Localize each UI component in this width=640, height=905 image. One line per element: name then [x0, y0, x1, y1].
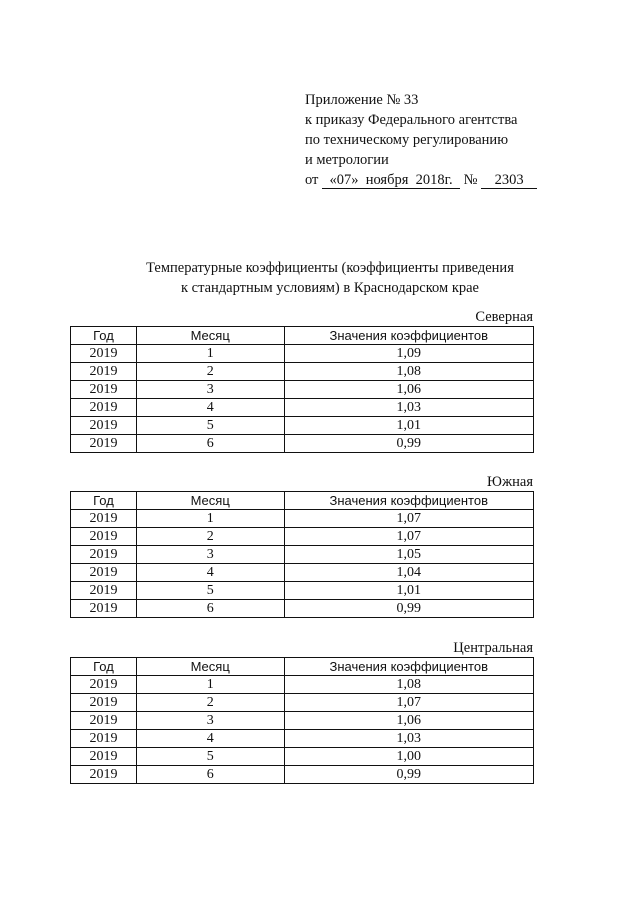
table-row: [71, 381, 534, 399]
region-label: Южная: [487, 474, 533, 490]
coefficients-table: [70, 491, 534, 618]
date-year: 2018г.: [415, 172, 453, 188]
cell-month: 4: [136, 564, 284, 582]
column-header-month: Месяц: [136, 327, 284, 345]
table-row: [71, 600, 534, 618]
cell-value: 1,06: [284, 712, 534, 730]
cell-month: 6: [136, 435, 284, 453]
cell-value: 0,99: [284, 600, 534, 618]
table-row: [71, 748, 534, 766]
cell-year: 2019: [71, 600, 137, 618]
table-row: [71, 510, 534, 528]
column-header-month: Месяц: [136, 492, 284, 510]
cell-year: 2019: [71, 694, 137, 712]
table-row: [71, 417, 534, 435]
cell-value: 1,06: [284, 381, 534, 399]
cell-year: 2019: [71, 510, 137, 528]
cell-year: 2019: [71, 546, 137, 564]
cell-value: 1,08: [284, 363, 534, 381]
table-row: [71, 564, 534, 582]
cell-year: 2019: [71, 730, 137, 748]
table-row: [71, 730, 534, 748]
order-date: [322, 172, 460, 189]
table-row: [71, 435, 534, 453]
cell-month: 3: [136, 381, 284, 399]
number-sign: №: [463, 172, 478, 188]
table-row: [71, 363, 534, 381]
cell-month: 5: [136, 582, 284, 600]
cell-month: 2: [136, 528, 284, 546]
order-reference-line: по техническому регулированию: [305, 132, 509, 148]
cell-month: 2: [136, 363, 284, 381]
cell-value: 1,07: [284, 528, 534, 546]
cell-year: 2019: [71, 712, 137, 730]
coefficients-table: [70, 657, 534, 784]
cell-value: 0,99: [284, 435, 534, 453]
column-header-year: Год: [71, 492, 137, 510]
cell-value: 1,03: [284, 399, 534, 417]
cell-year: 2019: [71, 748, 137, 766]
table-row: [71, 345, 534, 363]
cell-month: 4: [136, 730, 284, 748]
cell-month: 3: [136, 712, 284, 730]
cell-value: 1,04: [284, 564, 534, 582]
cell-value: 1,03: [284, 730, 534, 748]
column-header-year: Год: [71, 658, 137, 676]
table-header-row: [71, 492, 534, 510]
title-line: к стандартным условиям) в Краснодарском крае: [180, 280, 479, 296]
cell-month: 1: [136, 510, 284, 528]
table-row: [71, 676, 534, 694]
date-day: «07»: [329, 172, 359, 188]
table-header-row: [71, 327, 534, 345]
cell-month: 2: [136, 694, 284, 712]
cell-value: 1,07: [284, 510, 534, 528]
column-header-month: Месяц: [136, 658, 284, 676]
cell-month: 4: [136, 399, 284, 417]
column-header-value: Значения коэффициентов: [284, 492, 534, 510]
cell-year: 2019: [71, 564, 137, 582]
cell-month: 5: [136, 417, 284, 435]
cell-year: 2019: [71, 417, 137, 435]
cell-year: 2019: [71, 582, 137, 600]
cell-year: 2019: [71, 676, 137, 694]
date-month: ноября: [365, 172, 409, 188]
table-row: [71, 712, 534, 730]
column-header-value: Значения коэффициентов: [284, 327, 534, 345]
region-label: Центральная: [453, 640, 533, 656]
table-header-row: [71, 658, 534, 676]
cell-year: 2019: [71, 435, 137, 453]
cell-year: 2019: [71, 399, 137, 417]
order-reference-line: и метрологии: [305, 152, 389, 168]
coefficients-table: [70, 326, 534, 453]
order-date-line: [305, 170, 537, 190]
order-number: 2303: [481, 172, 537, 189]
order-reference-line: к приказу Федерального агентства: [305, 112, 518, 128]
table-row: [71, 582, 534, 600]
table-row: [71, 528, 534, 546]
document-title: [70, 258, 590, 298]
cell-month: 5: [136, 748, 284, 766]
column-header-year: Год: [71, 327, 137, 345]
cell-value: 0,99: [284, 766, 534, 784]
cell-year: 2019: [71, 381, 137, 399]
column-header-value: Значения коэффициентов: [284, 658, 534, 676]
appendix-header: [305, 90, 537, 190]
table-row: [71, 694, 534, 712]
cell-year: 2019: [71, 345, 137, 363]
table-row: [71, 399, 534, 417]
cell-value: 1,01: [284, 417, 534, 435]
cell-year: 2019: [71, 363, 137, 381]
region-label: Северная: [475, 309, 533, 325]
table-row: [71, 766, 534, 784]
table-row: [71, 546, 534, 564]
cell-value: 1,08: [284, 676, 534, 694]
cell-month: 1: [136, 676, 284, 694]
cell-month: 1: [136, 345, 284, 363]
cell-value: 1,00: [284, 748, 534, 766]
date-prefix: от: [305, 172, 319, 188]
cell-month: 3: [136, 546, 284, 564]
cell-value: 1,07: [284, 694, 534, 712]
cell-year: 2019: [71, 766, 137, 784]
cell-month: 6: [136, 766, 284, 784]
cell-value: 1,09: [284, 345, 534, 363]
title-line: Температурные коэффициенты (коэффициенты приведения: [146, 260, 514, 276]
cell-value: 1,05: [284, 546, 534, 564]
cell-value: 1,01: [284, 582, 534, 600]
cell-year: 2019: [71, 528, 137, 546]
cell-month: 6: [136, 600, 284, 618]
appendix-title: Приложение № 33: [305, 92, 419, 108]
